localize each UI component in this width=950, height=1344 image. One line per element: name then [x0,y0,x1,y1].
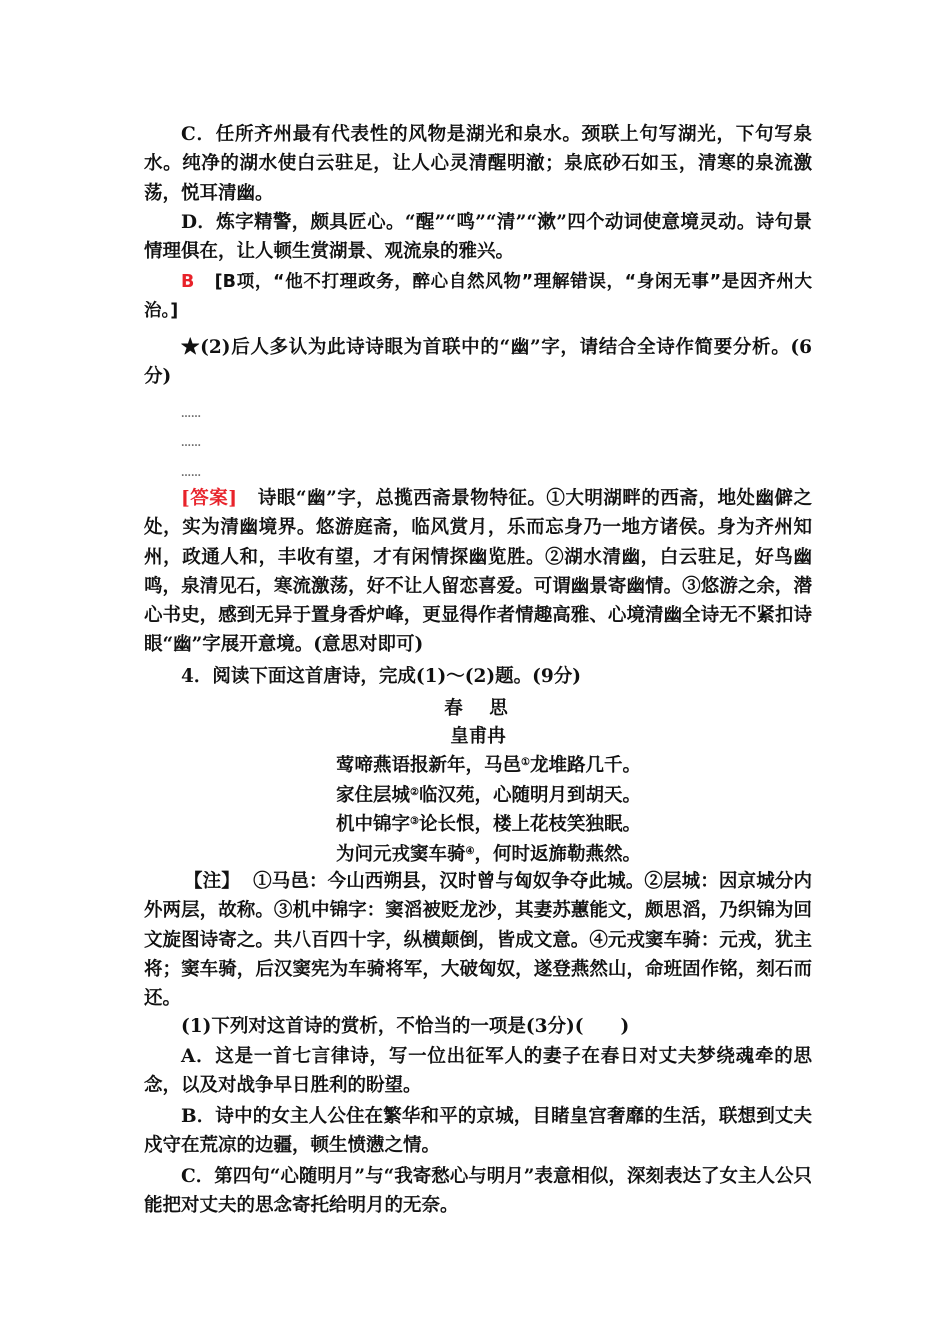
answer-explanation: [B项，“他不打理政务，醉心自然风物”理解错误，“身闲无事”是因齐州大治。] [144,272,812,322]
blank-line-1: …… [181,409,201,420]
note-text: ①马邑：今山西朔县，汉时曾与匈奴争夺此城。②层城：因京城分内外两层，故称。③机中锦字：窦滔被贬龙沙，其妻苏蕙能文，颇思滔，乃织锦为回文旋图诗寄之。共八百四十字，纵横颠倒，皆成文意。④元戎窦车骑：元戎，犹主将；窦车骑，后汉窦宪为车骑将军，大破匈奴，遂登燕然山，命班固作铭，刻石而还。 [144,871,812,1010]
option-c-q3: C．任所齐州最有代表性的风物是湖光和泉水。颈联上句写湖光，下句写泉水。纯净的湖水使白云驻足，让人心灵清醒明澈；泉底砂石如玉，清寒的泉流激荡，悦耳清幽。 [144,124,812,204]
sub-question-1: (1)下列对这首诗的赏析，不恰当的一项是(3分)( ) [181,1016,630,1037]
poem-author: 皇甫冉 [450,726,506,747]
question-2: ★(2)后人多认为此诗诗眼为首联中的“幽”字，请结合全诗作简要分析。(6分) [144,337,812,388]
poem-notes [144,867,812,1013]
answer-letter: B [181,272,195,292]
poem-title: 春 思 [444,698,512,719]
option-a-q4: A．这是一首七言律诗，写一位出征军人的妻子在春日对丈夫梦绕魂牵的思念，以及对战争早日胜利的盼望。 [144,1046,812,1097]
poem-body [336,751,641,869]
blank-line-3: …… [181,468,201,479]
poem-line: 机中锦字③论长恨，楼上花枝笑独眠。 [336,814,641,835]
answer-1 [144,268,812,327]
option-c-q4: C．第四句“心随明月”与“我寄愁心与明月”表意相似，深刻表达了女主人公只能把对丈夫的思念寄托给明月的无奈。 [144,1166,812,1217]
note-tag: 【注】 [184,871,240,892]
option-d-q3: D．炼字精警，颇具匠心。“醒”“鸣”“清”“漱”四个动词使意境灵动。诗句景情理俱在，让人顿生赏湖景、观流泉的雅兴。 [144,212,812,263]
poem-line: 莺啼燕语报新年，马邑①龙堆路几千。 [336,755,641,776]
answer-text: 诗眼“幽”字，总揽西斋景物特征。①大明湖畔的西斋，地处幽僻之处，实为清幽境界。悠游庭斋，临风赏月，乐而忘身乃一地方诸侯。身为齐州知州，政通人和，丰收有望，才有闲情探幽览胜。②湖水清幽，白云驻足，好鸟幽鸣，泉清见石，寒流激荡，好不让人留恋喜爱。可谓幽景寄幽情。③悠游之余，潜心书史，感到无异于置身香炉峰，更显得作者情趣高雅、心境清幽全诗无不紧扣诗眼“幽”字展开意境。(意思对即可) [144,488,812,656]
poem-line: 家住层城②临汉苑，心随明月到胡天。 [336,784,641,806]
poem-line: 为问元戎窦车骑④，何时返旆勒燕然。 [336,843,641,865]
answer-2 [144,484,812,660]
question-4-intro: 4．阅读下面这首唐诗，完成(1)～(2)题。(9分) [181,666,582,687]
option-b-q4: B．诗中的女主人公住在繁华和平的京城，目睹皇宫奢靡的生活，联想到丈夫戍守在荒凉的边疆，顿生愤懑之情。 [144,1106,812,1157]
answer-tag: [答案] [181,488,238,509]
blank-line-2: …… [181,438,201,449]
